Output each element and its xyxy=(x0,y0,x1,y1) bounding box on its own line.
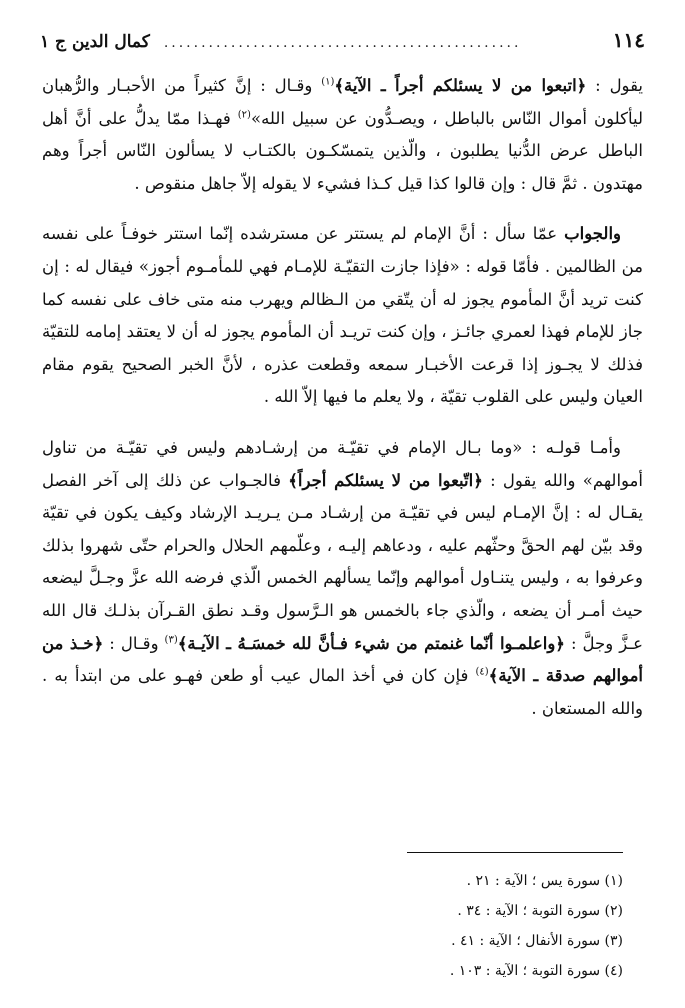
footnote-1: (١) سورة يس ؛ الآية : ٢١ . xyxy=(466,873,623,889)
footnote-ref-2[interactable]: (٢) xyxy=(237,109,251,121)
quran-quote: ﴿واعلمـوا أنّما غنمتم من شيء فـأنَّ لله خمسَـهُ ـ الآيـة﴾ xyxy=(177,633,565,653)
paragraph-3 xyxy=(42,432,643,725)
main-text xyxy=(42,70,643,743)
page-header xyxy=(40,28,645,60)
quran-quote: ﴿خـذ من أموالهم صدقة ـ الآية﴾ xyxy=(42,633,643,686)
footnote-ref-3[interactable]: (٣) xyxy=(164,634,178,645)
text-span: وقـال : إنَّ كثيراً من الأحبـار والرُّهبان ليأكلون أموال النّاس بالباطل ، ويصـدُّون عن سبيل الله xyxy=(42,76,643,128)
text-span: وقـال : xyxy=(103,633,165,653)
text-span: فالجـواب عن ذلك إلى آخر الفصل يقـال له : إنَّ الإمـام ليس في تقيّـة من إرشـاد مـن يـريـد الإرشاد وكيف يكون في تقيّة وقد بيّن لهم الحقَّ وحثّهم عليه ، ودعاهم إليـه ، وعلّمهم الحلال والحرام حتّى شهروا بذلك وعرفوا به ، وليس يتنـاول أموالهم وإنّما يسألهم الخمس الّذي فرضه الله عزَّ وجـلَّ ليضعه حيث أمـر أن يضعه ، والّذي جاء بالخمس هو الـرَّسول وقـد نطق القـرآن بذلـك قال الله عـزَّ وجلَّ : xyxy=(42,470,643,653)
quote-mark: » xyxy=(250,108,262,128)
text-span: فإن كان في أخذ المال عيب أو طعن فهـو على من ابتدأ به . والله المستعان . xyxy=(42,666,643,718)
footnote-3: (٣) سورة الأنفال ؛ الآية : ٤١ . xyxy=(451,933,623,949)
footnote-separator xyxy=(407,852,623,853)
quran-quote: ﴿اتبعوا من لا يسئلكم أجراً ـ الآية﴾ xyxy=(334,76,587,95)
footnote-2: (٢) سورة التوبة ؛ الآية : ٣٤ . xyxy=(457,903,623,919)
page-number: ١١٤ xyxy=(612,28,645,52)
text-span: عمّا سأل : أنَّ الإمام لم يستتر عن مسترشده إنّما استتر خوفـاً على نفسه من الظالمين . فأمّا قوله : «فإذا جازت التقيّـة للإمـام فهي للمأمـوم أجوز» فيقال له : إن كنت تريد أنَّ المأموم يجوز له أن يتّقي من الـظالم ويهرب منه متى خاف على نفسه كما جاز للإمام فهذا لعمري جائـز ، وإن كنت تريـد أن المأموم يجوز له أن لا يعتقد إمامه للتقيّة فذلك لا يجـوز إذا قرعت الأخبـار سمعه وقطعت عذره ، لأنَّ الخبر الصحيح يقوم مقام العيان وليس على القلوب تقيّة ، ولا يعلم ما فيها إلاّ الله . xyxy=(42,224,643,407)
running-title: كمال الدين ج ١ xyxy=(40,32,150,52)
text-span: فهـذا ممّا يدلُّ على أنَّ أهل الباطل عرض الدُّنيا يطلبون ، والّذين يتمسّكـون بالكتـاب لا يسألون النّاس أجراً وهم مهتدون . ثمَّ قال : وإن قالوا كذا قيل كـذا فشيء لا يقوله إلاّ جاهل منقوص . xyxy=(42,108,643,193)
quran-quote: ﴿اتّبعوا من لا يسئلكم أجراً﴾ xyxy=(288,470,483,490)
paragraph-1 xyxy=(42,70,643,200)
answer-heading: والجواب xyxy=(564,224,621,244)
text-span: وأمـا قولـه : «وما بـال الإمام في تقيّـة من إرشـادهم وليس في تقيّـة من تناول أموالهم» والله يقول : xyxy=(42,437,643,490)
footnotes xyxy=(42,866,623,986)
paragraph-2 xyxy=(42,218,643,414)
text-span: يقول : xyxy=(586,76,644,95)
footnote-ref-1[interactable]: (١) xyxy=(321,76,335,88)
footnote-4: (٤) سورة التوبة ؛ الآية : ١٠٣ . xyxy=(449,963,623,979)
footnote-ref-4[interactable]: (٤) xyxy=(475,666,489,678)
header-dotted-leader: ................................................ xyxy=(163,35,522,51)
